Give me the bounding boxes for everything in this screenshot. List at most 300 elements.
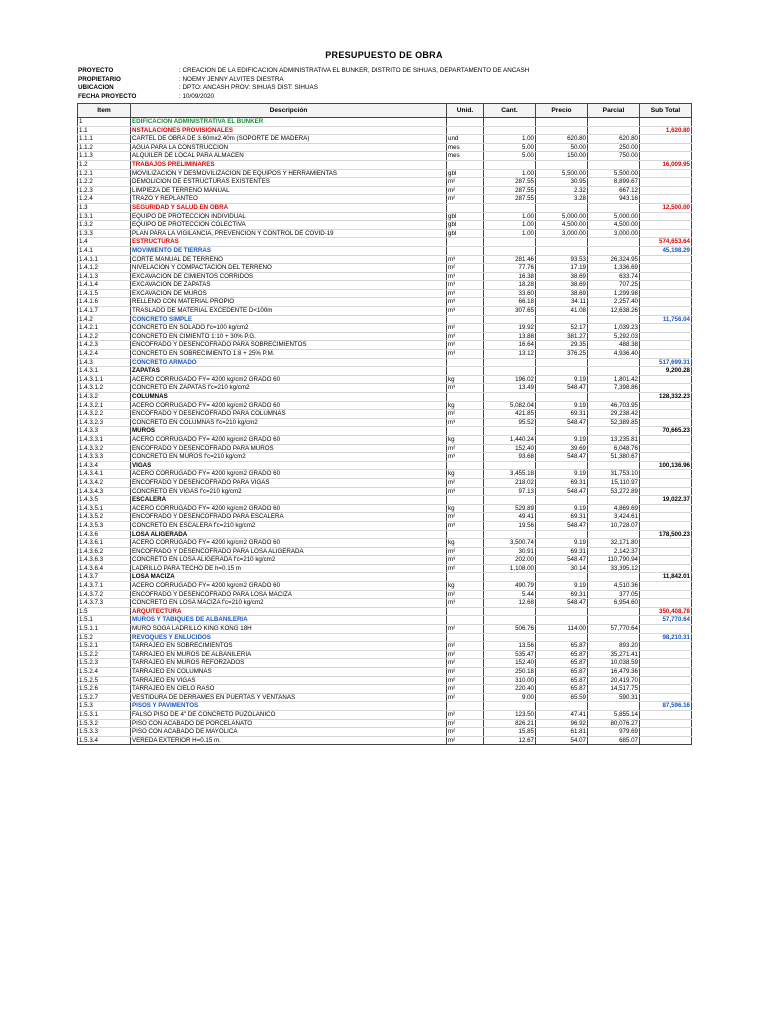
table-row	[78, 693, 692, 702]
project-value: : CREACION DE LA EDIFICACION ADMINISTRATIVA EL BUNKER, DISTRITO DE SIHUAS, DEPARTAMENTO DE ANCASH	[179, 67, 530, 74]
price-cell	[536, 530, 588, 539]
description-cell: ALQUILER DE LOCAL PARA ALMACEN	[131, 152, 447, 161]
description-cell: TRABAJOS PRELIMINARES	[131, 160, 447, 169]
quantity-cell: 5.44	[484, 590, 536, 599]
unit-cell	[447, 203, 484, 212]
quantity-cell: 77.76	[484, 264, 536, 273]
description-cell: LIMPIEZA DE TERRENO MANUAL	[131, 186, 447, 195]
description-cell: LOSA MACIZA	[131, 573, 447, 582]
quantity-cell: 19.56	[484, 521, 536, 530]
unit-cell: m³	[447, 384, 484, 393]
item-cell: 1.1.2	[78, 143, 131, 152]
partial-cell: 3,000.00	[588, 229, 640, 238]
item-cell: 1.5.2.5	[78, 676, 131, 685]
item-cell: 1.4.3.3	[78, 427, 131, 436]
table-row	[78, 530, 692, 539]
price-cell: 548.47	[536, 418, 588, 427]
subtotal-cell	[640, 547, 692, 556]
table-row	[78, 478, 692, 487]
description-cell: PISOS Y PAVIMENTOS	[131, 702, 447, 711]
description-cell: CARTEL DE OBRA DE 3.60mx2.40m (SOPORTE DE MADERA)	[131, 135, 447, 144]
item-cell: 1.4.3.4.3	[78, 487, 131, 496]
quantity-cell: 5.00	[484, 143, 536, 152]
quantity-cell: 12.68	[484, 599, 536, 608]
quantity-cell: 15.85	[484, 728, 536, 737]
quantity-cell: 490.79	[484, 582, 536, 591]
unit-cell: kg	[447, 375, 484, 384]
subtotal-cell: 178,500.23	[640, 530, 692, 539]
quantity-cell	[484, 496, 536, 505]
description-cell: ACERO CORRUGADO FY= 4200 kg/cm2 GRADO 60	[131, 539, 447, 548]
price-cell: 96.92	[536, 719, 588, 728]
project-info	[78, 67, 529, 101]
quantity-cell: 13.88	[484, 332, 536, 341]
quantity-cell: 152.40	[484, 444, 536, 453]
quantity-cell	[484, 616, 536, 625]
table-row	[78, 281, 692, 290]
price-cell: 3,000.00	[536, 229, 588, 238]
item-cell: 1.4.3.5	[78, 496, 131, 505]
description-cell: AGUA PARA LA CONSTRUCCION	[131, 143, 447, 152]
subtotal-cell	[640, 281, 692, 290]
item-cell: 1.4	[78, 238, 131, 247]
unit-cell: m³	[447, 255, 484, 264]
unit-cell: mes	[447, 152, 484, 161]
item-cell: 1.5.2.1	[78, 642, 131, 651]
partial-cell: 488.38	[588, 341, 640, 350]
quantity-cell: 19.92	[484, 324, 536, 333]
table-row	[78, 504, 692, 513]
description-cell: VIGAS	[131, 461, 447, 470]
partial-cell: 590.31	[588, 693, 640, 702]
description-cell: LADRILLO PARA TECHO DE h=0.15 m	[131, 564, 447, 573]
table-row	[78, 143, 692, 152]
partial-cell: 33,395.12	[588, 564, 640, 573]
quantity-cell: 9.00	[484, 693, 536, 702]
subtotal-cell	[640, 719, 692, 728]
quantity-cell: 1.00	[484, 212, 536, 221]
description-cell: ENCOFRADO Y DESENCOFRADO PARA COLUMNAS	[131, 410, 447, 419]
price-cell: 38.69	[536, 289, 588, 298]
table-row	[78, 358, 692, 367]
item-cell: 1.4.1.5	[78, 289, 131, 298]
price-cell: 30.95	[536, 178, 588, 187]
table-header-row	[78, 104, 692, 118]
item-cell: 1.5.2.6	[78, 685, 131, 694]
subtotal-cell	[640, 478, 692, 487]
description-cell: LOSA ALIGERADA	[131, 530, 447, 539]
quantity-cell: 218.02	[484, 478, 536, 487]
table-row	[78, 118, 692, 127]
price-cell: 52.17	[536, 324, 588, 333]
unit-cell: gbl	[447, 169, 484, 178]
unit-cell	[447, 573, 484, 582]
partial-cell	[588, 315, 640, 324]
partial-cell	[588, 633, 640, 642]
subtotal-cell	[640, 143, 692, 152]
description-cell: ARQUITECTURA	[131, 607, 447, 616]
description-cell: MUROS	[131, 427, 447, 436]
price-cell	[536, 118, 588, 127]
quantity-cell: 3,455.18	[484, 470, 536, 479]
quantity-cell: 152.40	[484, 659, 536, 668]
price-cell	[536, 573, 588, 582]
quantity-cell: 18.28	[484, 281, 536, 290]
price-cell: 9.19	[536, 470, 588, 479]
partial-cell: 750.00	[588, 152, 640, 161]
price-cell	[536, 461, 588, 470]
price-cell: 9.19	[536, 582, 588, 591]
table-row	[78, 659, 692, 668]
subtotal-cell	[640, 539, 692, 548]
description-cell: TARRAJEO EN CIELO RASO	[131, 685, 447, 694]
subtotal-cell	[640, 229, 692, 238]
item-cell: 1.5.1.1	[78, 625, 131, 634]
table-row	[78, 332, 692, 341]
unit-cell	[447, 702, 484, 711]
description-cell: TARRAJEO EN COLUMNAS	[131, 668, 447, 677]
table-row	[78, 496, 692, 505]
unit-cell: m²	[447, 444, 484, 453]
partial-cell: 31,753.10	[588, 470, 640, 479]
table-row	[78, 521, 692, 530]
unit-cell: m³	[447, 453, 484, 462]
table-row	[78, 410, 692, 419]
partial-cell: 35,271.41	[588, 650, 640, 659]
price-cell: 9.19	[536, 539, 588, 548]
item-cell: 1.2.1	[78, 169, 131, 178]
quantity-cell	[484, 573, 536, 582]
table-row	[78, 178, 692, 187]
quantity-cell: 66.18	[484, 298, 536, 307]
quantity-cell: 1,440.24	[484, 435, 536, 444]
table-row	[78, 470, 692, 479]
description-cell: VEREDA EXTERIOR H=0.15 m.	[131, 736, 447, 745]
description-cell: ESCALERA	[131, 496, 447, 505]
item-cell: 1.4.3.4	[78, 461, 131, 470]
quantity-cell: 5,082.04	[484, 401, 536, 410]
item-cell: 1.4.3.6.3	[78, 556, 131, 565]
unit-cell: m²	[447, 324, 484, 333]
price-cell	[536, 496, 588, 505]
description-cell: EXCAVACION DE ZAPATAS	[131, 281, 447, 290]
item-cell: 1.4.2.1	[78, 324, 131, 333]
table-row	[78, 384, 692, 393]
item-cell: 1.4.3.1	[78, 367, 131, 376]
partial-cell	[588, 203, 640, 212]
table-row	[78, 393, 692, 402]
unit-cell: m²	[447, 590, 484, 599]
quantity-cell: 16.64	[484, 341, 536, 350]
quantity-cell: 529.89	[484, 504, 536, 513]
subtotal-cell	[640, 728, 692, 737]
partial-cell: 5,500.00	[588, 169, 640, 178]
unit-cell: m²	[447, 668, 484, 677]
quantity-cell: 826.21	[484, 719, 536, 728]
price-cell: 5,000.00	[536, 212, 588, 221]
item-cell: 1.4.1.4	[78, 281, 131, 290]
quantity-cell	[484, 633, 536, 642]
quantity-cell: 97.13	[484, 487, 536, 496]
item-cell: 1.4.3.5.3	[78, 521, 131, 530]
table-row	[78, 616, 692, 625]
quantity-cell: 281.46	[484, 255, 536, 264]
subtotal-cell: 574,653.64	[640, 238, 692, 247]
quantity-cell: 13.56	[484, 642, 536, 651]
subtotal-cell	[640, 332, 692, 341]
price-cell	[536, 393, 588, 402]
item-cell: 1.4.3.6.4	[78, 564, 131, 573]
description-cell: TARRAJEO EN VIGAS	[131, 676, 447, 685]
budget-table	[77, 103, 692, 745]
table-row	[78, 246, 692, 255]
location-info-row	[78, 84, 529, 93]
description-cell: MURO SOGA LADRILLO KING KONG 18H	[131, 625, 447, 634]
description-cell: ENCOFRADO Y DESENCOFRADO PARA SOBRECIMIENTOS	[131, 341, 447, 350]
quantity-cell	[484, 367, 536, 376]
item-cell: 1.4.3	[78, 358, 131, 367]
partial-cell	[588, 573, 640, 582]
table-row	[78, 728, 692, 737]
price-cell	[536, 616, 588, 625]
description-cell: EQUIPO DE PROTECCION COLECTIVA	[131, 221, 447, 230]
subtotal-cell	[640, 599, 692, 608]
quantity-cell	[484, 530, 536, 539]
unit-cell: m³	[447, 418, 484, 427]
quantity-cell: 93.68	[484, 453, 536, 462]
price-cell: 548.47	[536, 384, 588, 393]
price-cell	[536, 427, 588, 436]
subtotal-cell	[640, 152, 692, 161]
subtotal-cell	[640, 298, 692, 307]
price-cell	[536, 203, 588, 212]
table-row	[78, 547, 692, 556]
quantity-cell: 16.38	[484, 272, 536, 281]
price-cell: 47.41	[536, 710, 588, 719]
item-cell: 1.4.1.2	[78, 264, 131, 273]
item-cell: 1.4.3.6.2	[78, 547, 131, 556]
table-row	[78, 203, 692, 212]
subtotal-cell	[640, 659, 692, 668]
subtotal-cell: 19,022.37	[640, 496, 692, 505]
price-cell: 54.07	[536, 736, 588, 745]
date-value: : 10/09/2020	[179, 92, 215, 100]
description-cell: ACERO CORRUGADO FY= 4200 kg/cm2 GRADO 60	[131, 375, 447, 384]
partial-cell: 26,324.95	[588, 255, 640, 264]
price-cell: 3.28	[536, 195, 588, 204]
quantity-cell: 287.55	[484, 186, 536, 195]
quantity-cell: 506.76	[484, 625, 536, 634]
subtotal-cell	[640, 625, 692, 634]
partial-cell	[588, 616, 640, 625]
subtotal-cell: 128,332.23	[640, 393, 692, 402]
column-header-description: Descripción	[131, 104, 447, 118]
partial-cell: 51,380.67	[588, 453, 640, 462]
partial-cell	[588, 160, 640, 169]
partial-cell: 4,869.69	[588, 504, 640, 513]
description-cell: CONCRETO EN SOLADO f'c=100 kg/cm2	[131, 324, 447, 333]
column-header-price: Precio	[536, 104, 588, 118]
owner-value: : NOEMY JENNY ALVITES DIESTRA	[179, 75, 284, 83]
table-row	[78, 350, 692, 359]
item-cell: 1.4.1.6	[78, 298, 131, 307]
item-cell: 1.4.2.4	[78, 350, 131, 359]
table-row	[78, 341, 692, 350]
subtotal-cell	[640, 289, 692, 298]
item-cell: 1.5.3.4	[78, 736, 131, 745]
table-row	[78, 556, 692, 565]
table-row	[78, 564, 692, 573]
description-cell: EQUIPO DE PROTECCION INDIVIDUAL	[131, 212, 447, 221]
description-cell: ENCOFRADO Y DESENCOFRADO PARA MUROS	[131, 444, 447, 453]
price-cell	[536, 246, 588, 255]
description-cell: ENCOFRADO Y DESENCOFRADO PARA ESCALERA	[131, 513, 447, 522]
subtotal-cell: 87,596.16	[640, 702, 692, 711]
partial-cell: 1,039.23	[588, 324, 640, 333]
price-cell: 65.87	[536, 650, 588, 659]
subtotal-cell	[640, 487, 692, 496]
price-cell: 38.69	[536, 272, 588, 281]
unit-cell: kg	[447, 504, 484, 513]
partial-cell	[588, 427, 640, 436]
price-cell: 4,500.00	[536, 221, 588, 230]
table-row	[78, 582, 692, 591]
price-cell: 9.19	[536, 401, 588, 410]
table-row	[78, 367, 692, 376]
description-cell: ACERO CORRUGADO FY= 4200 kg/cm2 GRADO 60	[131, 582, 447, 591]
quantity-cell: 1.00	[484, 169, 536, 178]
unit-cell: m²	[447, 564, 484, 573]
description-cell: MOVILIZACION Y DESMOVILIZACION DE EQUIPOS Y HERRAMIENTAS	[131, 169, 447, 178]
partial-cell	[588, 118, 640, 127]
price-cell: 41.08	[536, 307, 588, 316]
table-row	[78, 710, 692, 719]
unit-cell: kg	[447, 539, 484, 548]
partial-cell: 8,899.67	[588, 178, 640, 187]
quantity-cell: 250.18	[484, 668, 536, 677]
item-cell: 1.4.3.7.1	[78, 582, 131, 591]
subtotal-cell	[640, 736, 692, 745]
budget-table-body	[78, 118, 692, 745]
partial-cell: 6,954.60	[588, 599, 640, 608]
item-cell: 1.5.3	[78, 702, 131, 711]
description-cell: COLUMNAS	[131, 393, 447, 402]
partial-cell	[588, 461, 640, 470]
partial-cell: 10,038.59	[588, 659, 640, 668]
item-cell: 1.3	[78, 203, 131, 212]
quantity-cell	[484, 607, 536, 616]
unit-cell: m²	[447, 736, 484, 745]
quantity-cell: 220.40	[484, 685, 536, 694]
quantity-cell: 535.47	[484, 650, 536, 659]
unit-cell: m²	[447, 186, 484, 195]
description-cell: TARRAJEO EN MUROS REFORZADOS	[131, 659, 447, 668]
quantity-cell: 287.55	[484, 178, 536, 187]
quantity-cell	[484, 203, 536, 212]
unit-cell: kg	[447, 435, 484, 444]
subtotal-cell	[640, 693, 692, 702]
item-cell: 1.5.2.3	[78, 659, 131, 668]
partial-cell: 1,336.69	[588, 264, 640, 273]
item-cell: 1.1.1	[78, 135, 131, 144]
partial-cell	[588, 238, 640, 247]
partial-cell: 6,048.76	[588, 444, 640, 453]
table-row	[78, 427, 692, 436]
subtotal-cell	[640, 556, 692, 565]
table-row	[78, 607, 692, 616]
table-row	[78, 513, 692, 522]
subtotal-cell	[640, 384, 692, 393]
table-row	[78, 599, 692, 608]
description-cell: MUROS Y TABIQUES DE ALBAÑILERIA	[131, 616, 447, 625]
item-cell: 1.4.1.3	[78, 272, 131, 281]
partial-cell: 4,936.40	[588, 350, 640, 359]
quantity-cell: 13.49	[484, 384, 536, 393]
quantity-cell	[484, 702, 536, 711]
item-cell: 1.4.3.4.2	[78, 478, 131, 487]
partial-cell: 53,272.89	[588, 487, 640, 496]
item-cell: 1.2.2	[78, 178, 131, 187]
subtotal-cell	[640, 255, 692, 264]
partial-cell: 5,855.14	[588, 710, 640, 719]
subtotal-cell	[640, 453, 692, 462]
unit-cell: m²	[447, 719, 484, 728]
quantity-cell: 287.55	[484, 195, 536, 204]
item-cell: 1.4.2.3	[78, 341, 131, 350]
unit-cell: m²	[447, 341, 484, 350]
item-cell: 1.4.3.1.2	[78, 384, 131, 393]
price-cell: 39.69	[536, 444, 588, 453]
partial-cell: 7,398.86	[588, 384, 640, 393]
quantity-cell: 1.00	[484, 229, 536, 238]
partial-cell: 667.12	[588, 186, 640, 195]
description-cell: CONCRETO EN SOBRECIMIENTO 1:8 + 25% P.M.	[131, 350, 447, 359]
description-cell: DEMOLICION DE ESTRUCTURAS EXISTENTES	[131, 178, 447, 187]
item-cell: 1.5.2	[78, 633, 131, 642]
quantity-cell: 1.00	[484, 135, 536, 144]
subtotal-cell	[640, 350, 692, 359]
partial-cell: 685.07	[588, 736, 640, 745]
item-cell: 1.4.3.2.3	[78, 418, 131, 427]
quantity-cell: 307.65	[484, 307, 536, 316]
subtotal-cell	[640, 195, 692, 204]
subtotal-cell	[640, 590, 692, 599]
partial-cell: 29,238.42	[588, 410, 640, 419]
description-cell: ACERO CORRUGADO FY= 4200 kg/cm2 GRADO 60	[131, 504, 447, 513]
price-cell: 69.31	[536, 513, 588, 522]
table-row	[78, 186, 692, 195]
partial-cell	[588, 702, 640, 711]
item-cell: 1.2.4	[78, 195, 131, 204]
unit-cell: und	[447, 135, 484, 144]
description-cell: ESTRUCTURAS	[131, 238, 447, 247]
table-row	[78, 307, 692, 316]
unit-cell: m²	[447, 513, 484, 522]
subtotal-cell: 350,408.78	[640, 607, 692, 616]
unit-cell: m²	[447, 676, 484, 685]
description-cell: CONCRETO EN LOSA ALIGERADA f'c=210 kg/cm2	[131, 556, 447, 565]
unit-cell: m³	[447, 281, 484, 290]
subtotal-cell: 70,665.23	[640, 427, 692, 436]
quantity-cell	[484, 126, 536, 135]
price-cell: 548.47	[536, 599, 588, 608]
partial-cell: 633.74	[588, 272, 640, 281]
subtotal-cell: 517,699.31	[640, 358, 692, 367]
item-cell: 1.4.3.2	[78, 393, 131, 402]
subtotal-cell	[640, 410, 692, 419]
unit-cell: m³	[447, 289, 484, 298]
quantity-cell	[484, 393, 536, 402]
